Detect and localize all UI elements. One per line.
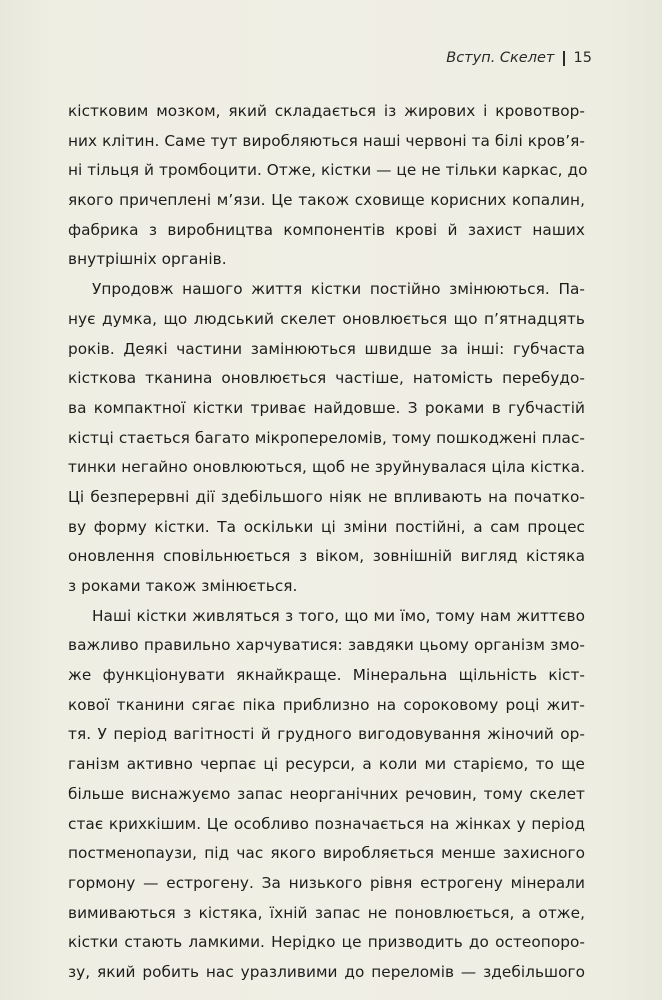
text-line: стає крихкішим. Це особливо позначається на жінках у період (68, 814, 585, 833)
text-line: кістці стається багато мікропереломів, тому пошкоджені плас- (68, 428, 585, 447)
body-text (68, 97, 588, 988)
text-line: зу, який робить нас уразливими до переломів — здебільшого (68, 962, 585, 981)
text-line: Упродовж нашого життя кістки постійно змінюються. Па- (92, 280, 585, 299)
page-number: 15 (573, 50, 592, 66)
text-line: тя. У період вагітності й грудного вигодовування жіночий ор- (68, 725, 585, 744)
text-line: вимиваються з кістяка, їхній запас не поновлюється, а отже, (68, 903, 585, 922)
text-line: кістковим мозком, який складається із жирових і кровотвор- (68, 102, 585, 120)
text-line: постменопаузи, під час якого виробляється менше захисного (68, 844, 585, 863)
text-line: ву форму кістки. Та оскільки ці зміни постійні, а сам процес (68, 517, 585, 536)
text-line: нує думка, що людський скелет оновлюється що п’ятнадцять (68, 309, 585, 328)
text-line: важливо правильно харчуватися: завдяки цьому організм змо- (68, 636, 585, 655)
text-line: ганізм активно черпає ці ресурси, а коли ми старіємо, то ще (68, 755, 585, 774)
text-line: тинки негайно оновлюються, щоб не зруйнувалася ціла кістка. (68, 458, 585, 477)
text-line: кової тканини сягає піка приблизно на сороковому році жит- (68, 695, 585, 714)
text-line: гормону — естрогену. За низького рівня естрогену мінерали (68, 873, 585, 892)
text-line: Ці безперервні дії здебільшого ніяк не впливають на початко- (68, 487, 585, 506)
text-line: ні тільця й тромбоцити. Отже, кістки — це не тільки каркас, до (68, 161, 588, 180)
text-line: фабрика з виробництва компонентів крові й захист наших (68, 220, 585, 239)
text-line: оновлення сповільнюється з віком, зовнішній вигляд кістяка (68, 547, 585, 566)
text-line: них клітин. Саме тут виробляються наші червоні та білі кров’я- (68, 131, 585, 150)
text-line: кісткова тканина оновлюється частіше, натомість перебудо- (68, 369, 585, 388)
header-divider (563, 51, 564, 66)
text-line: же функціонувати якнайкраще. Мінеральна щільність кіст- (68, 666, 585, 685)
text-line: кістки стають ламкими. Нерідко це призводить до остеопоро- (68, 933, 585, 952)
text-line: з роками також змінюється. (68, 577, 298, 595)
chapter-title: Вступ. Скелет (446, 50, 555, 66)
text-line: ва компактної кістки триває найдовше. З роками в губчастій (68, 398, 585, 417)
text-line: років. Деякі частини замінюються швидше за інші: губчаста (68, 339, 585, 358)
text-line: Наші кістки живляться з того, що ми їмо, тому нам життєво (92, 606, 585, 625)
text-line: якого причеплені м’язи. Це також сховище корисних копалин, (68, 191, 585, 210)
text-line: більше виснажуємо запас неорганічних речовин, тому скелет (68, 784, 585, 803)
running-head (446, 50, 592, 66)
text-line: внутрішніх органів. (68, 250, 227, 269)
